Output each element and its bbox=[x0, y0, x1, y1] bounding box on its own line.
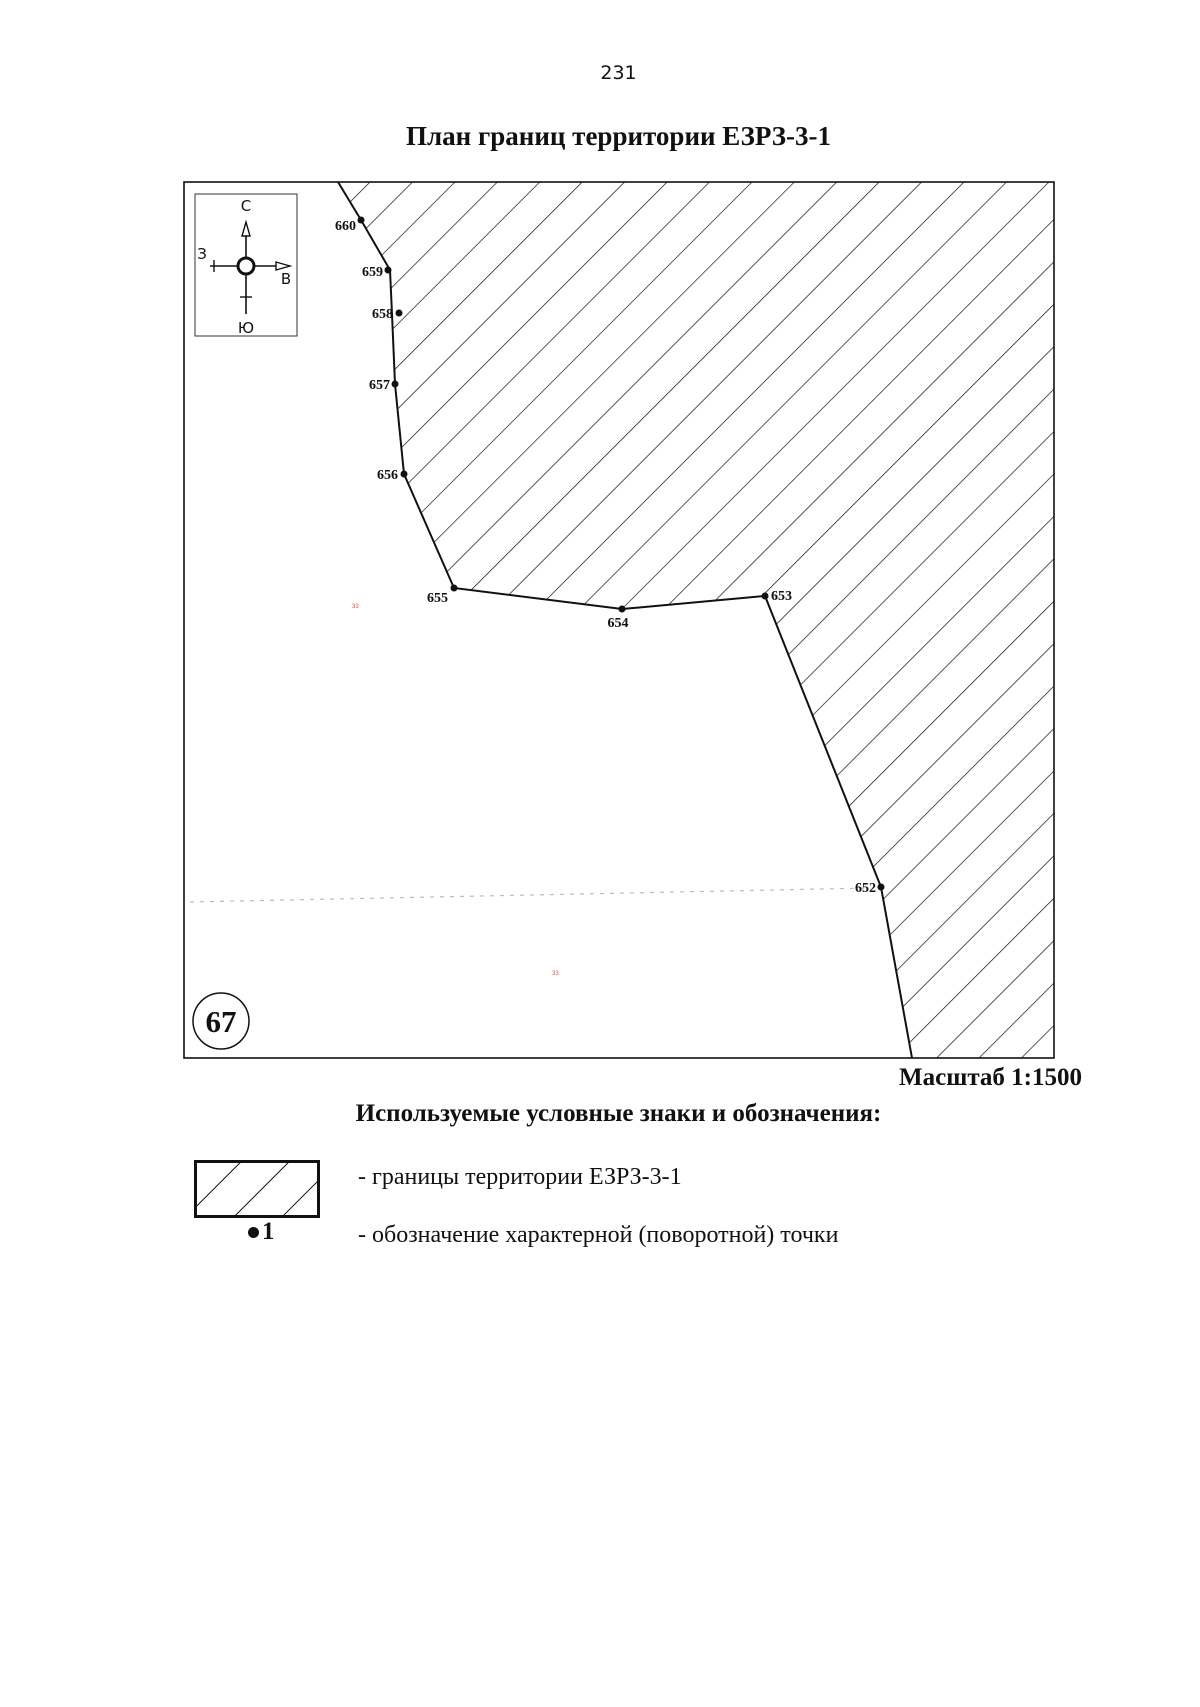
turning-point bbox=[358, 217, 365, 224]
point-label: 655 bbox=[427, 591, 448, 606]
point-label: 657 bbox=[369, 378, 390, 393]
turning-point bbox=[762, 593, 769, 600]
turning-point bbox=[451, 585, 458, 592]
point-label: 656 bbox=[377, 468, 398, 483]
turning-point bbox=[619, 606, 626, 613]
compass-rose bbox=[195, 194, 297, 337]
point-dot-icon bbox=[248, 1227, 259, 1238]
point-label: 653 bbox=[771, 589, 792, 604]
sheet-number-badge bbox=[193, 993, 249, 1049]
territory-area bbox=[338, 182, 1054, 1058]
legend-territory-symbol bbox=[194, 1160, 320, 1218]
turning-point bbox=[385, 267, 392, 274]
sheet-number: 67 bbox=[205, 1004, 237, 1039]
page-title: План границ территории ЕЗРЗ-3-1 bbox=[406, 121, 831, 151]
legend-item-point: - обозначение характерной (поворотной) точки bbox=[358, 1222, 839, 1248]
faint-mark: 33 bbox=[552, 971, 559, 977]
compass-east-label: В bbox=[280, 270, 292, 288]
legend-title: Используемые условные знаки и обозначения: bbox=[355, 1100, 882, 1127]
compass-north-label: С bbox=[240, 197, 252, 215]
point-label: 659 bbox=[362, 265, 383, 280]
compass-west-label: З bbox=[197, 245, 207, 263]
dashed-reference-line bbox=[190, 888, 870, 902]
page-number: 231 bbox=[600, 62, 637, 84]
compass-south-label: Ю bbox=[237, 319, 255, 337]
point-label: 652 bbox=[855, 881, 876, 896]
map-scale: Масштаб 1:1500 bbox=[899, 1064, 1082, 1091]
point-label: 654 bbox=[607, 616, 629, 631]
legend-point-label: 1 bbox=[262, 1218, 275, 1245]
legend-item-territory: - границы территории ЕЗРЗ-3-1 bbox=[358, 1164, 682, 1190]
turning-point bbox=[401, 471, 408, 478]
legend-point-symbol bbox=[248, 1218, 275, 1246]
point-label: 658 bbox=[372, 307, 393, 322]
turning-point bbox=[396, 310, 403, 317]
turning-point bbox=[878, 884, 885, 891]
faint-mark: 33 bbox=[352, 604, 359, 610]
point-label: 660 bbox=[335, 219, 356, 234]
turning-point bbox=[392, 381, 399, 388]
